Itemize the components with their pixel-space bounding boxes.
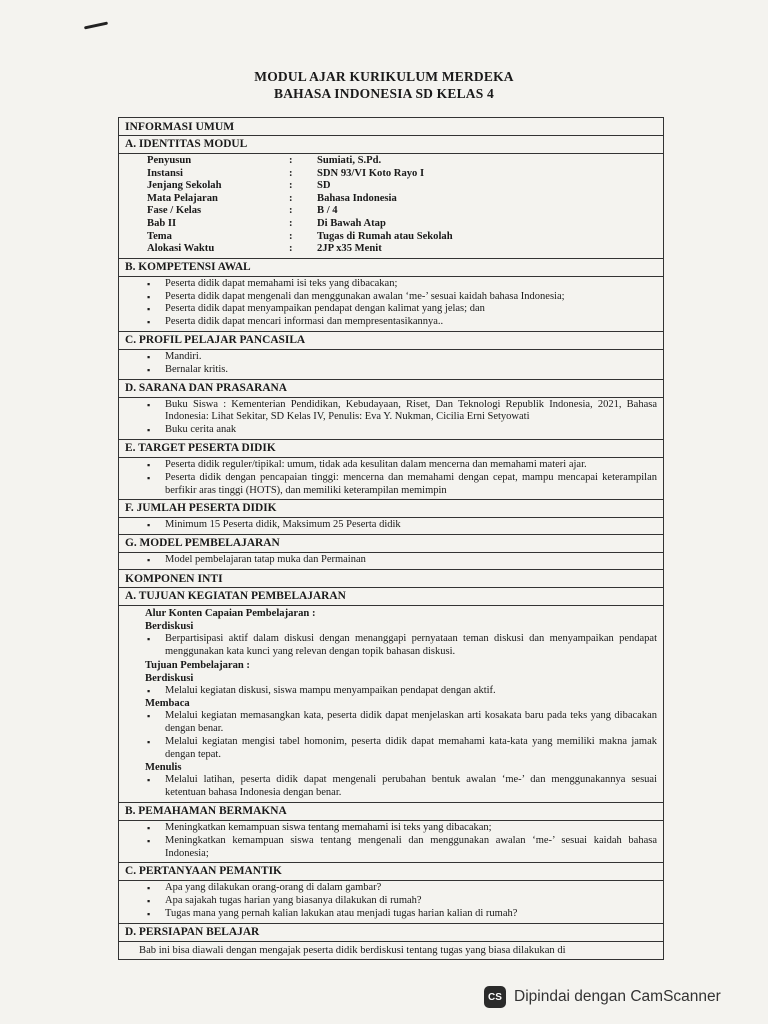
list-item: ▪ Bernalar kritis. <box>165 364 657 377</box>
identitas-value: SDN 93/VI Koto Rayo I <box>317 167 425 179</box>
sarana-block <box>119 398 663 440</box>
identitas-colon: : <box>289 230 293 242</box>
list-item: ▪ Apa yang dilakukan orang-orang di dalam gambar? <box>165 882 657 895</box>
identitas-row <box>125 180 657 193</box>
tujuan-label: Tujuan Pembelajaran : <box>145 659 250 671</box>
camscanner-label: Dipindai dengan CamScanner <box>514 988 721 1005</box>
identitas-row <box>125 193 657 206</box>
identitas-label: Instansi <box>147 167 183 179</box>
list-item: ▪ Peserta didik dengan pencapaian tinggi: mencerna dan memahami dengan cepat, mampu mencapai keterampilan berfikir aras tinggi (HOTS), dan memiliki keterampilan memimpin <box>165 472 657 498</box>
list-item: ▪ Meningkatkan kemampuan siswa tentang mengenali dan menggunakan awalan ‘me-’ sesuai kaidah bahasa Indonesia; <box>165 835 657 861</box>
section-identitas-heading: A. IDENTITAS MODUL <box>119 136 663 154</box>
persiapan-text: Bab ini bisa diawali dengan mengajak peserta didik berdiskusi tentang tugas yang biasa dilakukan di <box>119 942 663 960</box>
berdiskusi-label-2: Berdiskusi <box>145 672 194 684</box>
list-item: ▪ Melalui kegiatan mengisi tabel homonim, peserta didik dapat memahami kata-kata yang memiliki makna jamak dengan tepat. <box>165 736 657 762</box>
list-item: ▪ Peserta didik dapat memahami isi teks yang dibacakan; <box>165 278 657 291</box>
menulis-list <box>125 774 657 800</box>
pertanyaan-block <box>119 881 663 923</box>
jumlah-list <box>125 519 657 532</box>
identitas-colon: : <box>289 155 293 166</box>
identitas-rows <box>125 155 657 256</box>
title-line-2: BAHASA INDONESIA SD KELAS 4 <box>274 86 494 101</box>
list-item: ▪ Apa sajakah tugas harian yang biasanya dilakukan di rumah? <box>165 895 657 908</box>
list-item: ▪ Meningkatkan kemampuan siswa tentang memahami isi teks yang dibacakan; <box>165 822 657 835</box>
list-item: ▪ Mandiri. <box>165 351 657 364</box>
model-list <box>125 554 657 567</box>
list-item: ▪ Peserta didik dapat mencari informasi dan mempresentasikannya.. <box>165 316 657 329</box>
identitas-value: B / 4 <box>317 205 338 217</box>
identitas-row <box>125 218 657 231</box>
membaca-list <box>125 710 657 761</box>
model-block <box>119 553 663 570</box>
list-item: ▪ Peserta didik dapat menyampaikan pendapat dengan kalimat yang jelas; dan <box>165 303 657 316</box>
identitas-label: Tema <box>147 230 172 242</box>
section-persiapan-heading: D. PERSIAPAN BELAJAR <box>119 924 663 942</box>
identitas-label: Fase / Kelas <box>147 205 202 217</box>
identitas-colon: : <box>289 192 293 204</box>
berdiskusi-1-list <box>125 633 657 659</box>
berdiskusi-label-1: Berdiskusi <box>145 620 194 632</box>
identitas-label: Alokasi Waktu <box>147 243 215 255</box>
section-tujuan-heading: A. TUJUAN KEGIATAN PEMBELAJARAN <box>119 588 663 606</box>
identitas-value: Di Bawah Atap <box>317 217 386 229</box>
identitas-value: 2JP x35 Menit <box>317 243 382 255</box>
pen-mark <box>84 22 108 30</box>
identitas-colon: : <box>289 180 293 192</box>
target-block <box>119 458 663 500</box>
section-pertanyaan-heading: C. PERTANYAAN PEMANTIK <box>119 863 663 881</box>
identitas-label: Bab II <box>147 217 177 229</box>
title-line-1: MODUL AJAR KURIKULUM MERDEKA <box>254 69 514 84</box>
identitas-row <box>125 168 657 181</box>
pemahaman-block <box>119 821 663 863</box>
list-item: ▪ Melalui kegiatan diskusi, siswa mampu menyampaikan pendapat dengan aktif. <box>165 685 657 698</box>
list-item: ▪ Melalui latihan, peserta didik dapat mengenali perubahan bentuk awalan ‘me-’ dan menggunakannya sesuai ketentuan bahasa Indonesia dengan benar. <box>165 774 657 800</box>
identitas-colon: : <box>289 243 293 255</box>
section-komponen-inti: KOMPONEN INTI <box>119 570 663 588</box>
list-item: ▪ Model pembelajaran tatap muka dan Permainan <box>165 554 657 567</box>
identitas-row <box>125 205 657 218</box>
target-list <box>125 459 657 497</box>
list-item: ▪ Peserta didik reguler/tipikal: umum, tidak ada kesulitan dalam mencerna dan memahami materi ajar. <box>165 459 657 472</box>
identitas-row <box>125 155 657 168</box>
list-item: ▪ Melalui kegiatan memasangkan kata, peserta didik dapat menjelaskan arti kosakata baru pada teks yang dibacakan dengan benar. <box>165 710 657 736</box>
list-item: ▪ Buku Siswa : Kementerian Pendidikan, Kebudayaan, Riset, Dan Teknologi Republik Indonesia, 2021, Bahasa Indonesia: Lihat Sekitar, SD Kelas IV, Penulis: Eva Y. Nukman, Cicilia Erni Setyowati <box>165 399 657 425</box>
list-item: ▪ Peserta didik dapat mengenali dan menggunakan awalan ‘me-’ sesuai kaidah bahasa Indonesia; <box>165 291 657 304</box>
sarana-list <box>125 399 657 437</box>
module-table <box>118 117 664 960</box>
section-sarana-heading: D. SARANA DAN PRASARANA <box>119 380 663 398</box>
pertanyaan-list <box>125 882 657 920</box>
alur-label: Alur Konten Capaian Pembelajaran : <box>145 607 316 619</box>
identitas-label: Penyusun <box>147 155 192 166</box>
berdiskusi-2-list <box>125 685 657 698</box>
section-target-heading: E. TARGET PESERTA DIDIK <box>119 440 663 458</box>
section-jumlah-heading: F. JUMLAH PESERTA DIDIK <box>119 500 663 518</box>
jumlah-block <box>119 518 663 535</box>
list-item: ▪ Minimum 15 Peserta didik, Maksimum 25 Peserta didik <box>165 519 657 532</box>
identitas-block <box>119 154 663 259</box>
identitas-colon: : <box>289 217 293 229</box>
list-item: ▪ Berpartisipasi aktif dalam diskusi dengan menanggapi pernyataan teman diskusi dan menyampaikan pendapat menggunakan kata kunci yang relevan dengan topik bahasan diskusi. <box>165 633 657 659</box>
kompetensi-block <box>119 277 663 332</box>
profil-list <box>125 351 657 377</box>
profil-block <box>119 350 663 380</box>
camscanner-logo-icon: CS <box>484 986 506 1008</box>
section-pemahaman-heading: B. PEMAHAMAN BERMAKNA <box>119 803 663 821</box>
section-profil-heading: C. PROFIL PELAJAR PANCASILA <box>119 332 663 350</box>
kompetensi-list <box>125 278 657 329</box>
identitas-value: Sumiati, S.Pd. <box>317 155 382 166</box>
document-title <box>0 68 768 102</box>
section-informasi-umum: INFORMASI UMUM <box>119 118 663 136</box>
tujuan-block <box>119 606 663 803</box>
identitas-label: Jenjang Sekolah <box>147 180 222 192</box>
section-model-heading: G. MODEL PEMBELAJARAN <box>119 535 663 553</box>
identitas-colon: : <box>289 167 293 179</box>
identitas-row <box>125 231 657 244</box>
identitas-value: Tugas di Rumah atau Sekolah <box>317 230 453 242</box>
membaca-label: Membaca <box>145 698 190 710</box>
identitas-value: SD <box>317 180 331 192</box>
pemahaman-list <box>125 822 657 860</box>
list-item: ▪ Tugas mana yang pernah kalian lakukan atau menjadi tugas harian kalian di rumah? <box>165 908 657 921</box>
section-kompetensi-heading: B. KOMPETENSI AWAL <box>119 259 663 277</box>
identitas-colon: : <box>289 205 293 217</box>
identitas-row <box>125 243 657 256</box>
identitas-value: Bahasa Indonesia <box>317 192 397 204</box>
camscanner-watermark <box>484 986 721 1008</box>
menulis-label: Menulis <box>145 762 182 774</box>
identitas-label: Mata Pelajaran <box>147 192 218 204</box>
list-item: ▪ Buku cerita anak <box>165 424 657 437</box>
